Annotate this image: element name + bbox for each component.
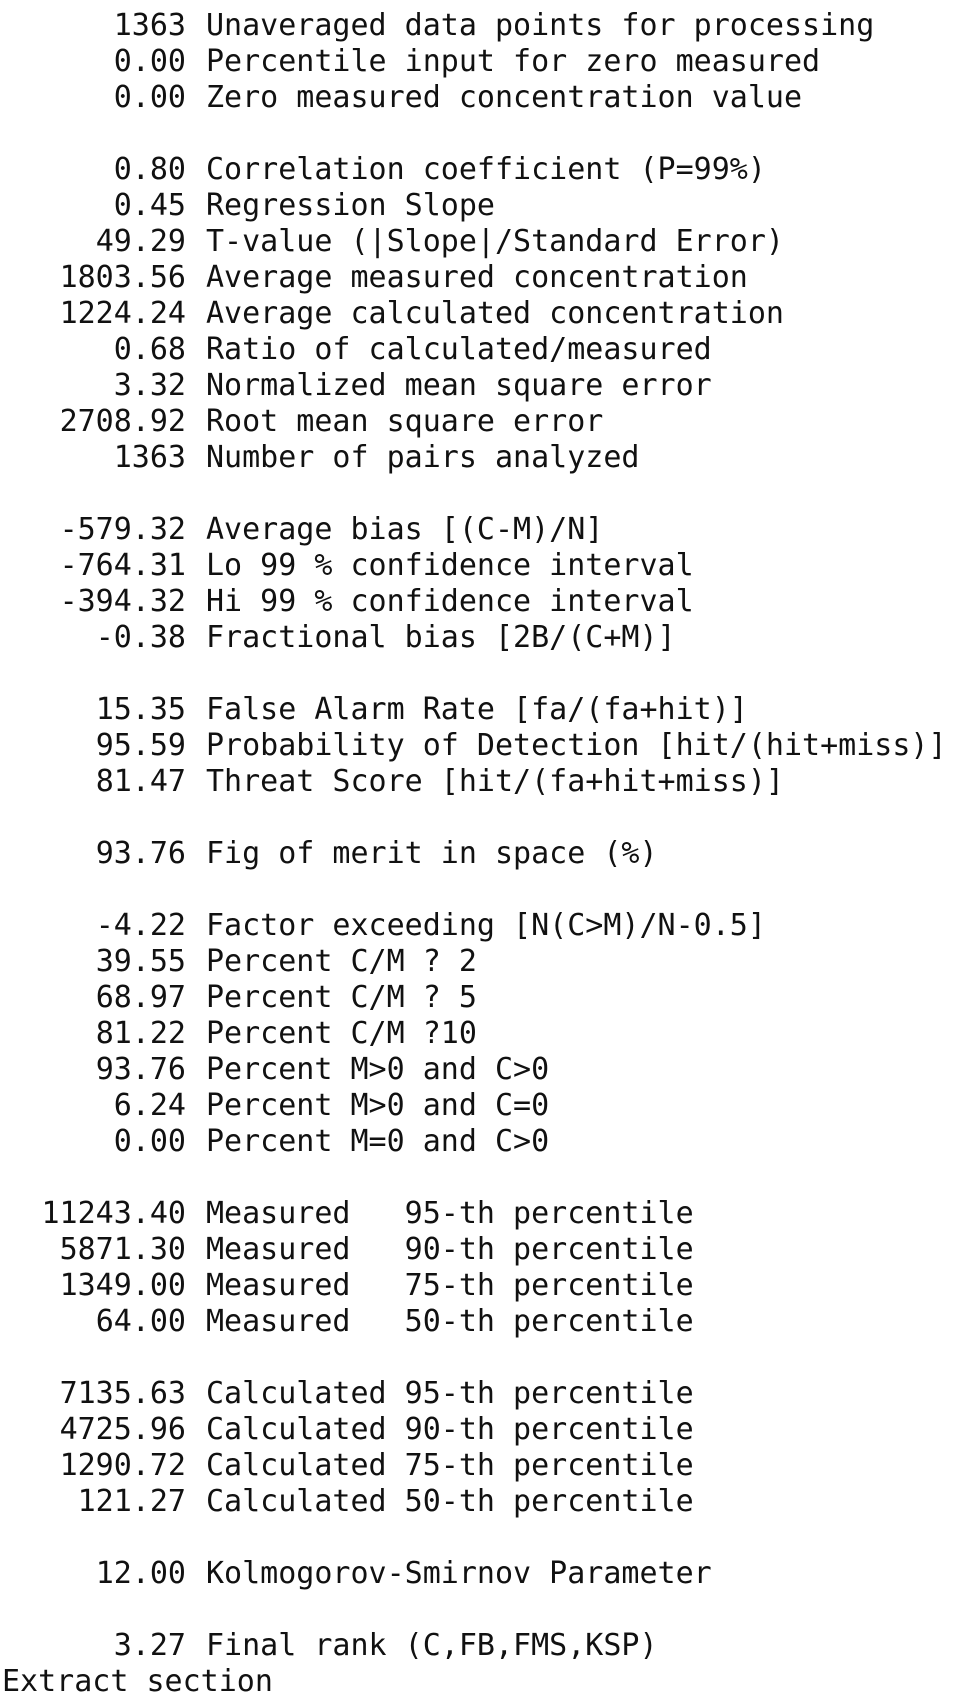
stat-row [0, 260, 947, 296]
stat-label: Fractional bias [2B/(C+M)] [206, 620, 676, 655]
stat-value: 1349.00 [59, 1268, 186, 1303]
stat-label: Hi 99 % confidence interval [206, 584, 694, 619]
stat-label: Average bias [(C-M)/N] [206, 512, 604, 547]
stat-row [0, 836, 947, 872]
stat-row [0, 620, 947, 656]
stat-value: -394.32 [59, 584, 186, 619]
stat-row [0, 80, 947, 116]
stat-label: Percent C/M ? 2 [206, 944, 477, 979]
stat-row [0, 512, 947, 548]
stat-label: Regression Slope [206, 188, 495, 223]
stat-value: 93.76 [95, 1052, 186, 1087]
stat-row [0, 152, 947, 188]
stat-row [0, 1088, 947, 1124]
stat-label: Correlation coefficient (P=99%) [206, 152, 766, 187]
stat-value: -0.38 [95, 620, 186, 655]
stat-row [0, 1016, 947, 1052]
stat-label: False Alarm Rate [fa/(fa+hit)] [206, 692, 748, 727]
stat-value: 3.27 [113, 1628, 186, 1663]
blank-line [0, 1520, 947, 1556]
stat-label: Calculated 50-th percentile [206, 1484, 694, 1519]
stat-label: T-value (|Slope|/Standard Error) [206, 224, 784, 259]
stat-label: Percentile input for zero measured [206, 44, 821, 79]
stat-value: 121.27 [77, 1484, 186, 1519]
stat-row [0, 944, 947, 980]
stat-label: Calculated 90-th percentile [206, 1412, 694, 1447]
blank-line [0, 872, 947, 908]
stat-value: -579.32 [59, 512, 186, 547]
stat-value: 93.76 [95, 836, 186, 871]
stat-label: Kolmogorov-Smirnov Parameter [206, 1556, 712, 1591]
stat-label: Percent C/M ?10 [206, 1016, 477, 1051]
cutoff-text-line: Extract section [2, 1664, 273, 1699]
stat-value: 49.29 [95, 224, 186, 259]
stat-row [0, 1304, 947, 1340]
stat-value: -764.31 [59, 548, 186, 583]
stat-row [0, 332, 947, 368]
stat-row [0, 980, 947, 1016]
stat-label: Percent C/M ? 5 [206, 980, 477, 1015]
stat-value: 1803.56 [59, 260, 186, 295]
stat-value: 1290.72 [59, 1448, 186, 1483]
blank-line [0, 1160, 947, 1196]
stat-value: 0.00 [113, 80, 186, 115]
stat-label: Probability of Detection [hit/(hit+miss)] [206, 728, 947, 763]
stat-row [0, 1556, 947, 1592]
stat-label: Fig of merit in space (%) [206, 836, 658, 871]
stat-label: Normalized mean square error [206, 368, 712, 403]
stat-label: Measured 75-th percentile [206, 1268, 694, 1303]
stat-row [0, 188, 947, 224]
stat-row [0, 8, 947, 44]
stat-label: Calculated 95-th percentile [206, 1376, 694, 1411]
stat-value: 0.00 [113, 44, 186, 79]
stat-value: 7135.63 [59, 1376, 186, 1411]
stat-value: 64.00 [95, 1304, 186, 1339]
stat-value: 81.22 [95, 1016, 186, 1051]
stat-label: Number of pairs analyzed [206, 440, 640, 475]
stat-label: Measured 95-th percentile [206, 1196, 694, 1231]
stat-value: 0.80 [113, 152, 186, 187]
statistics-output [0, 8, 947, 1664]
stat-value: 5871.30 [59, 1232, 186, 1267]
stat-value: 15.35 [95, 692, 186, 727]
stat-value: 95.59 [95, 728, 186, 763]
stat-label: Lo 99 % confidence interval [206, 548, 694, 583]
stat-label: Measured 50-th percentile [206, 1304, 694, 1339]
stat-label: Zero measured concentration value [206, 80, 803, 115]
blank-line [0, 656, 947, 692]
stat-row [0, 404, 947, 440]
stat-row [0, 44, 947, 80]
stat-row [0, 296, 947, 332]
blank-line [0, 476, 947, 512]
blank-line [0, 1592, 947, 1628]
blank-line [0, 800, 947, 836]
stat-label: Unaveraged data points for processing [206, 8, 875, 43]
stat-value: 3.32 [113, 368, 186, 403]
blank-line [0, 1340, 947, 1376]
stat-label: Percent M>0 and C>0 [206, 1052, 550, 1087]
stat-label: Root mean square error [206, 404, 604, 439]
stat-value: 1363 [113, 8, 186, 43]
stat-value: 4725.96 [59, 1412, 186, 1447]
stat-label: Measured 90-th percentile [206, 1232, 694, 1267]
stat-value: 0.68 [113, 332, 186, 367]
stat-label: Percent M=0 and C>0 [206, 1124, 550, 1159]
stat-label: Threat Score [hit/(fa+hit+miss)] [206, 764, 784, 799]
stat-value: 39.55 [95, 944, 186, 979]
stat-value: 12.00 [95, 1556, 186, 1591]
stat-row [0, 1376, 947, 1412]
stat-label: Average calculated concentration [206, 296, 784, 331]
stat-value: 0.00 [113, 1124, 186, 1159]
stat-row [0, 584, 947, 620]
stat-label: Factor exceeding [N(C>M)/N-0.5] [206, 908, 766, 943]
stat-row [0, 1484, 947, 1520]
stat-label: Final rank (C,FB,FMS,KSP) [206, 1628, 658, 1663]
stat-label: Ratio of calculated/measured [206, 332, 712, 367]
stat-row [0, 1268, 947, 1304]
stat-value: 1363 [113, 440, 186, 475]
stat-row [0, 764, 947, 800]
blank-line [0, 116, 947, 152]
stat-row [0, 1232, 947, 1268]
stat-row [0, 1628, 947, 1664]
stat-value: 6.24 [113, 1088, 186, 1123]
stat-value: 81.47 [95, 764, 186, 799]
stat-row [0, 692, 947, 728]
stat-row [0, 1412, 947, 1448]
stat-row [0, 1196, 947, 1232]
stat-row [0, 1448, 947, 1484]
stat-row [0, 548, 947, 584]
stat-value: 0.45 [113, 188, 186, 223]
stat-label: Calculated 75-th percentile [206, 1448, 694, 1483]
stat-row [0, 224, 947, 260]
stat-label: Percent M>0 and C=0 [206, 1088, 550, 1123]
stat-row [0, 1124, 947, 1160]
stat-value: 68.97 [95, 980, 186, 1015]
stat-row [0, 728, 947, 764]
stat-label: Average measured concentration [206, 260, 748, 295]
stat-value: 2708.92 [59, 404, 186, 439]
stat-value: 1224.24 [59, 296, 186, 331]
stat-row [0, 1052, 947, 1088]
stat-value: -4.22 [95, 908, 186, 943]
stat-row [0, 440, 947, 476]
stat-value: 11243.40 [41, 1196, 186, 1231]
stat-row [0, 908, 947, 944]
stat-row [0, 368, 947, 404]
